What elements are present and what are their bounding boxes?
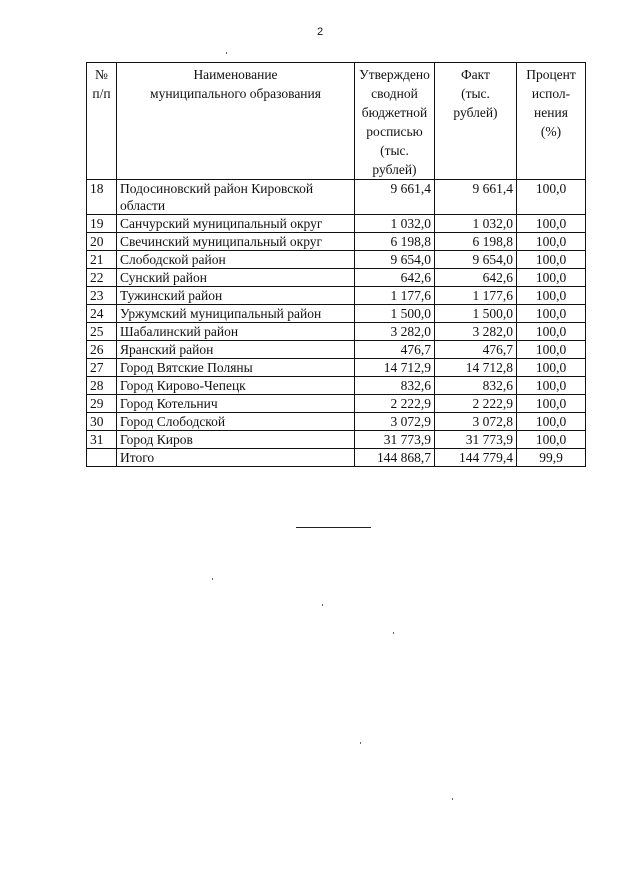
table-row (87, 269, 586, 287)
row-fact: 31 773,9 (435, 431, 517, 449)
table-row (87, 377, 586, 395)
row-approved: 6 198,8 (355, 233, 435, 251)
row-num: 29 (87, 395, 117, 413)
row-name: Город Киров (117, 431, 355, 449)
row-name: Город Слободской (117, 413, 355, 431)
row-percent: 100,0 (517, 251, 586, 269)
row-percent: 100,0 (517, 341, 586, 359)
row-approved: 3 072,9 (355, 413, 435, 431)
row-num: 27 (87, 359, 117, 377)
row-approved: 9 661,4 (355, 180, 435, 215)
row-num: 31 (87, 431, 117, 449)
row-num: 23 (87, 287, 117, 305)
row-num: 26 (87, 341, 117, 359)
header-num: № п/п (87, 63, 117, 180)
row-percent: 100,0 (517, 180, 586, 215)
scan-speck (226, 52, 227, 54)
row-fact: 642,6 (435, 269, 517, 287)
row-name: Город Вятские Поляны (117, 359, 355, 377)
row-fact: 14 712,8 (435, 359, 517, 377)
header-name: Наименование муниципального образования (117, 63, 355, 180)
row-num: 20 (87, 233, 117, 251)
row-name: Уржумский муниципальный район (117, 305, 355, 323)
row-name: Тужинский район (117, 287, 355, 305)
header-fact: Факт (тыс. рублей) (435, 63, 517, 180)
row-approved: 1 177,6 (355, 287, 435, 305)
row-percent: 100,0 (517, 233, 586, 251)
table-row (87, 215, 586, 233)
row-fact: 1 032,0 (435, 215, 517, 233)
row-name: Свечинский муниципальный округ (117, 233, 355, 251)
row-approved: 2 222,9 (355, 395, 435, 413)
row-percent: 100,0 (517, 431, 586, 449)
end-divider-line (296, 527, 371, 528)
table-row (87, 233, 586, 251)
row-name: Город Кирово-Чепецк (117, 377, 355, 395)
row-approved: 9 654,0 (355, 251, 435, 269)
row-fact: 9 661,4 (435, 180, 517, 215)
row-num: 25 (87, 323, 117, 341)
row-name: Город Котельнич (117, 395, 355, 413)
table-row (87, 341, 586, 359)
total-percent: 99,9 (517, 449, 586, 467)
table-row (87, 180, 586, 215)
row-approved: 832,6 (355, 377, 435, 395)
budget-execution-table (86, 62, 586, 467)
row-approved: 1 500,0 (355, 305, 435, 323)
scan-speck (212, 578, 213, 580)
row-percent: 100,0 (517, 305, 586, 323)
total-approved: 144 868,7 (355, 449, 435, 467)
table-row (87, 305, 586, 323)
row-name: Слободской район (117, 251, 355, 269)
row-percent: 100,0 (517, 287, 586, 305)
row-approved: 476,7 (355, 341, 435, 359)
page-number: 2 (316, 26, 324, 38)
row-fact: 6 198,8 (435, 233, 517, 251)
row-num: 18 (87, 180, 117, 215)
row-num: 24 (87, 305, 117, 323)
row-approved: 642,6 (355, 269, 435, 287)
row-fact: 476,7 (435, 341, 517, 359)
table-row (87, 287, 586, 305)
scan-speck (452, 798, 453, 800)
row-num: 22 (87, 269, 117, 287)
row-approved: 1 032,0 (355, 215, 435, 233)
row-fact: 3 072,8 (435, 413, 517, 431)
row-num: 21 (87, 251, 117, 269)
row-name: Шабалинский район (117, 323, 355, 341)
row-approved: 14 712,9 (355, 359, 435, 377)
row-name: Сунский район (117, 269, 355, 287)
header-percent: Процент испол-нения (%) (517, 63, 586, 180)
table-row (87, 251, 586, 269)
table-row (87, 323, 586, 341)
row-fact: 9 654,0 (435, 251, 517, 269)
row-fact: 1 500,0 (435, 305, 517, 323)
table-header-row (87, 63, 586, 180)
row-approved: 31 773,9 (355, 431, 435, 449)
row-num: 19 (87, 215, 117, 233)
row-percent: 100,0 (517, 413, 586, 431)
row-percent: 100,0 (517, 323, 586, 341)
row-percent: 100,0 (517, 395, 586, 413)
row-percent: 100,0 (517, 215, 586, 233)
row-num: 30 (87, 413, 117, 431)
row-fact: 832,6 (435, 377, 517, 395)
scan-speck (322, 604, 323, 606)
scan-speck (393, 632, 394, 634)
row-name: Санчурский муниципальный округ (117, 215, 355, 233)
row-fact: 3 282,0 (435, 323, 517, 341)
row-fact: 1 177,6 (435, 287, 517, 305)
total-fact: 144 779,4 (435, 449, 517, 467)
table-row (87, 413, 586, 431)
table-total-row (87, 449, 586, 467)
total-num (87, 449, 117, 467)
row-name: Яранский район (117, 341, 355, 359)
row-name: Подосиновский район Кировской области (117, 180, 355, 215)
table-row (87, 395, 586, 413)
row-approved: 3 282,0 (355, 323, 435, 341)
row-percent: 100,0 (517, 359, 586, 377)
row-percent: 100,0 (517, 377, 586, 395)
table-row (87, 431, 586, 449)
scan-speck (360, 742, 361, 744)
header-approved: Утверждено сводной бюджетной росписью (тыс. рублей) (355, 63, 435, 180)
row-fact: 2 222,9 (435, 395, 517, 413)
row-num: 28 (87, 377, 117, 395)
table-row (87, 359, 586, 377)
total-label: Итого (117, 449, 355, 467)
row-percent: 100,0 (517, 269, 586, 287)
